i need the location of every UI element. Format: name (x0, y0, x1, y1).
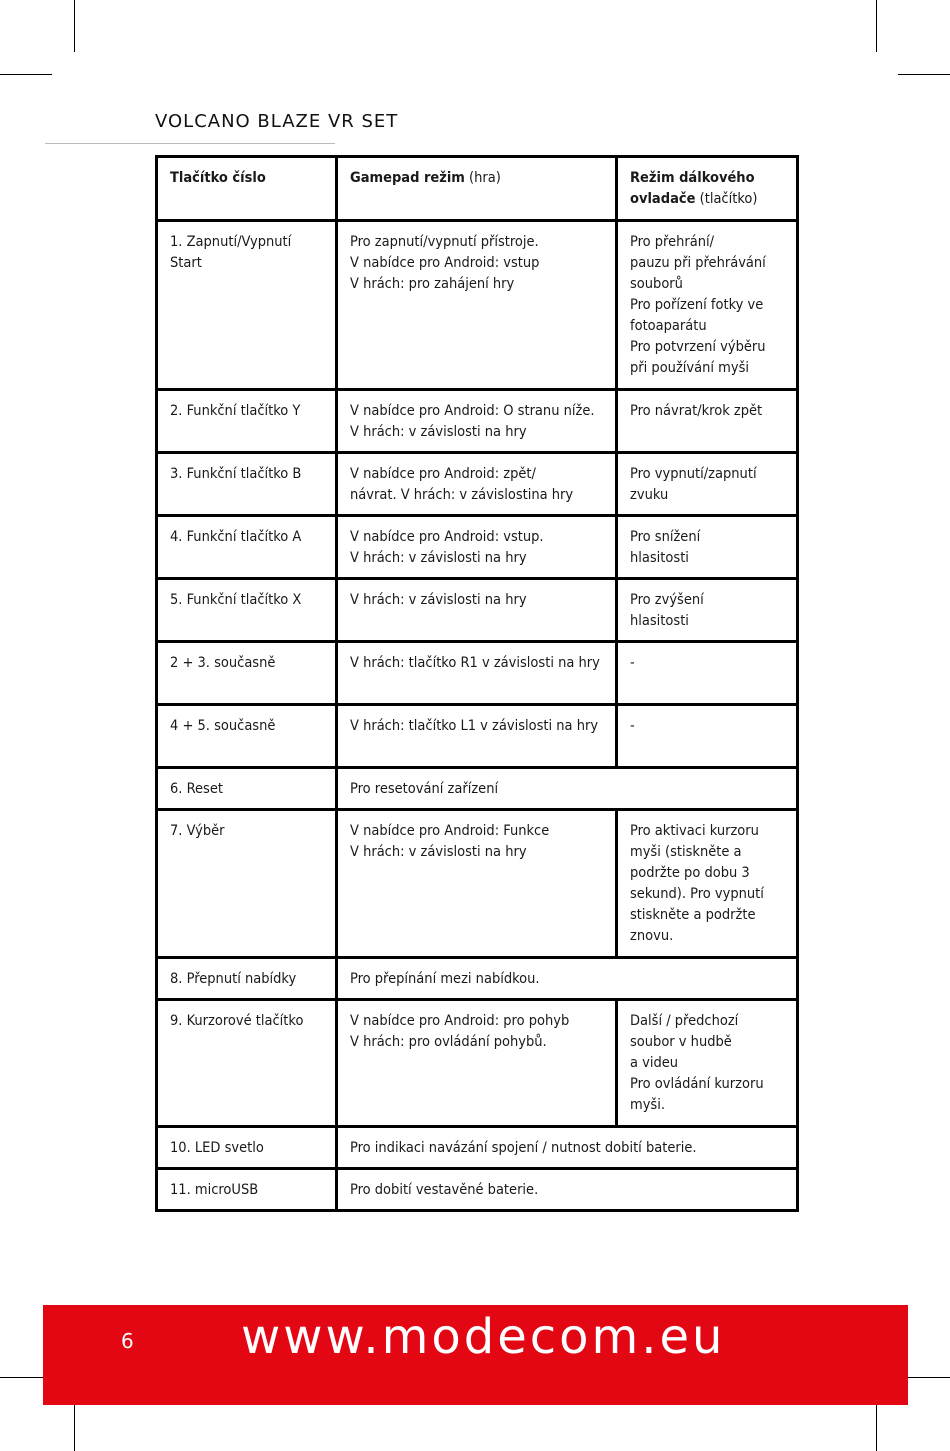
gamepad-mode-cell: Pro zapnutí/vypnutí přístroje. V nabídce pro Android: vstup V hrách: pro zahájení hry (337, 221, 617, 390)
button-name-cell: 2 + 3. současně (157, 642, 337, 705)
column-header-suffix: (hra) (464, 170, 501, 186)
column-header-suffix: (tlačítko) (695, 191, 758, 207)
gamepad-mode-cell: V nabídce pro Android: pro pohyb V hrách: pro ovládání pohybů. (337, 1000, 617, 1127)
description-cell: Pro resetování zařízení (337, 768, 798, 810)
gamepad-mode-cell: V nabídce pro Android: zpět/ návrat. V hrách: v závislostina hry (337, 453, 617, 516)
remote-mode-cell: - (617, 705, 798, 768)
table-row (157, 221, 798, 390)
crop-mark (898, 74, 950, 75)
remote-mode-cell: Pro snížení hlasitosti (617, 516, 798, 579)
remote-mode-cell: Pro vypnutí/zapnutí zvuku (617, 453, 798, 516)
page-number: 6 (121, 1329, 134, 1353)
gamepad-mode-cell: V nabídce pro Android: O stranu níže. V hrách: v závislosti na hry (337, 390, 617, 453)
table-row (157, 1127, 798, 1169)
crop-mark (74, 1399, 75, 1451)
gamepad-mode-cell: V hrách: v závislosti na hry (337, 579, 617, 642)
button-name-cell: 2. Funkční tlačítko Y (157, 390, 337, 453)
table-header-row (157, 157, 798, 221)
table-row (157, 1000, 798, 1127)
remote-mode-cell: Pro zvýšení hlasitosti (617, 579, 798, 642)
button-name-cell: 6. Reset (157, 768, 337, 810)
crop-mark (0, 74, 52, 75)
gamepad-mode-cell: V nabídce pro Android: vstup. V hrách: v závislosti na hry (337, 516, 617, 579)
gamepad-mode-cell: V hrách: tlačítko R1 v závislosti na hry (337, 642, 617, 705)
remote-mode-cell: Pro návrat/krok zpět (617, 390, 798, 453)
table-row (157, 1169, 798, 1211)
description-cell: Pro přepínání mezi nabídkou. (337, 958, 798, 1000)
button-name-cell: 7. Výběr (157, 810, 337, 958)
crop-mark (74, 0, 75, 52)
gamepad-mode-cell: V nabídce pro Android: Funkce V hrách: v závislosti na hry (337, 810, 617, 958)
crop-mark (876, 0, 877, 52)
page-header-title: VOLCANO BLAZE VR SET (155, 111, 399, 132)
button-name-cell: 5. Funkční tlačítko X (157, 579, 337, 642)
description-cell: Pro dobití vestavěné baterie. (337, 1169, 798, 1211)
header-divider (45, 143, 335, 144)
button-function-table (155, 155, 799, 1212)
button-name-cell: 1. Zapnutí/Vypnutí Start (157, 221, 337, 390)
button-name-cell: 9. Kurzorové tlačítko (157, 1000, 337, 1127)
table-row (157, 705, 798, 768)
column-header-bold: Tlačítko číslo (170, 170, 266, 186)
table-row (157, 642, 798, 705)
footer-website-link[interactable]: www.modecom.eu (241, 1309, 726, 1365)
remote-mode-cell: Další / předchozí soubor v hudbě a videu Pro ovládání kurzoru myši. (617, 1000, 798, 1127)
table-row (157, 768, 798, 810)
column-header (157, 157, 337, 221)
column-header (337, 157, 617, 221)
table-row (157, 579, 798, 642)
table-row (157, 958, 798, 1000)
table-row (157, 516, 798, 579)
column-header (617, 157, 798, 221)
button-name-cell: 4 + 5. současně (157, 705, 337, 768)
button-name-cell: 3. Funkční tlačítko B (157, 453, 337, 516)
remote-mode-cell: Pro přehrání/ pauzu při přehrávání souborů Pro pořízení fotky ve fotoaparátu Pro potvrzení výběru při používání myši (617, 221, 798, 390)
column-header-bold: Gamepad režim (350, 170, 465, 186)
crop-mark (876, 1399, 877, 1451)
button-name-cell: 11. microUSB (157, 1169, 337, 1211)
remote-mode-cell: - (617, 642, 798, 705)
table-row (157, 810, 798, 958)
button-name-cell: 10. LED svetlo (157, 1127, 337, 1169)
gamepad-mode-cell: V hrách: tlačítko L1 v závislosti na hry (337, 705, 617, 768)
table-row (157, 453, 798, 516)
button-name-cell: 8. Přepnutí nabídky (157, 958, 337, 1000)
button-name-cell: 4. Funkční tlačítko A (157, 516, 337, 579)
footer-bar (43, 1305, 908, 1405)
description-cell: Pro indikaci navázání spojení / nutnost dobití baterie. (337, 1127, 798, 1169)
column-header-bold: Režim dálkového ovladače (630, 170, 755, 207)
table-row (157, 390, 798, 453)
remote-mode-cell: Pro aktivaci kurzoru myši (stiskněte a podržte po dobu 3 sekund). Pro vypnutí stiskněte a podržte znovu. (617, 810, 798, 958)
